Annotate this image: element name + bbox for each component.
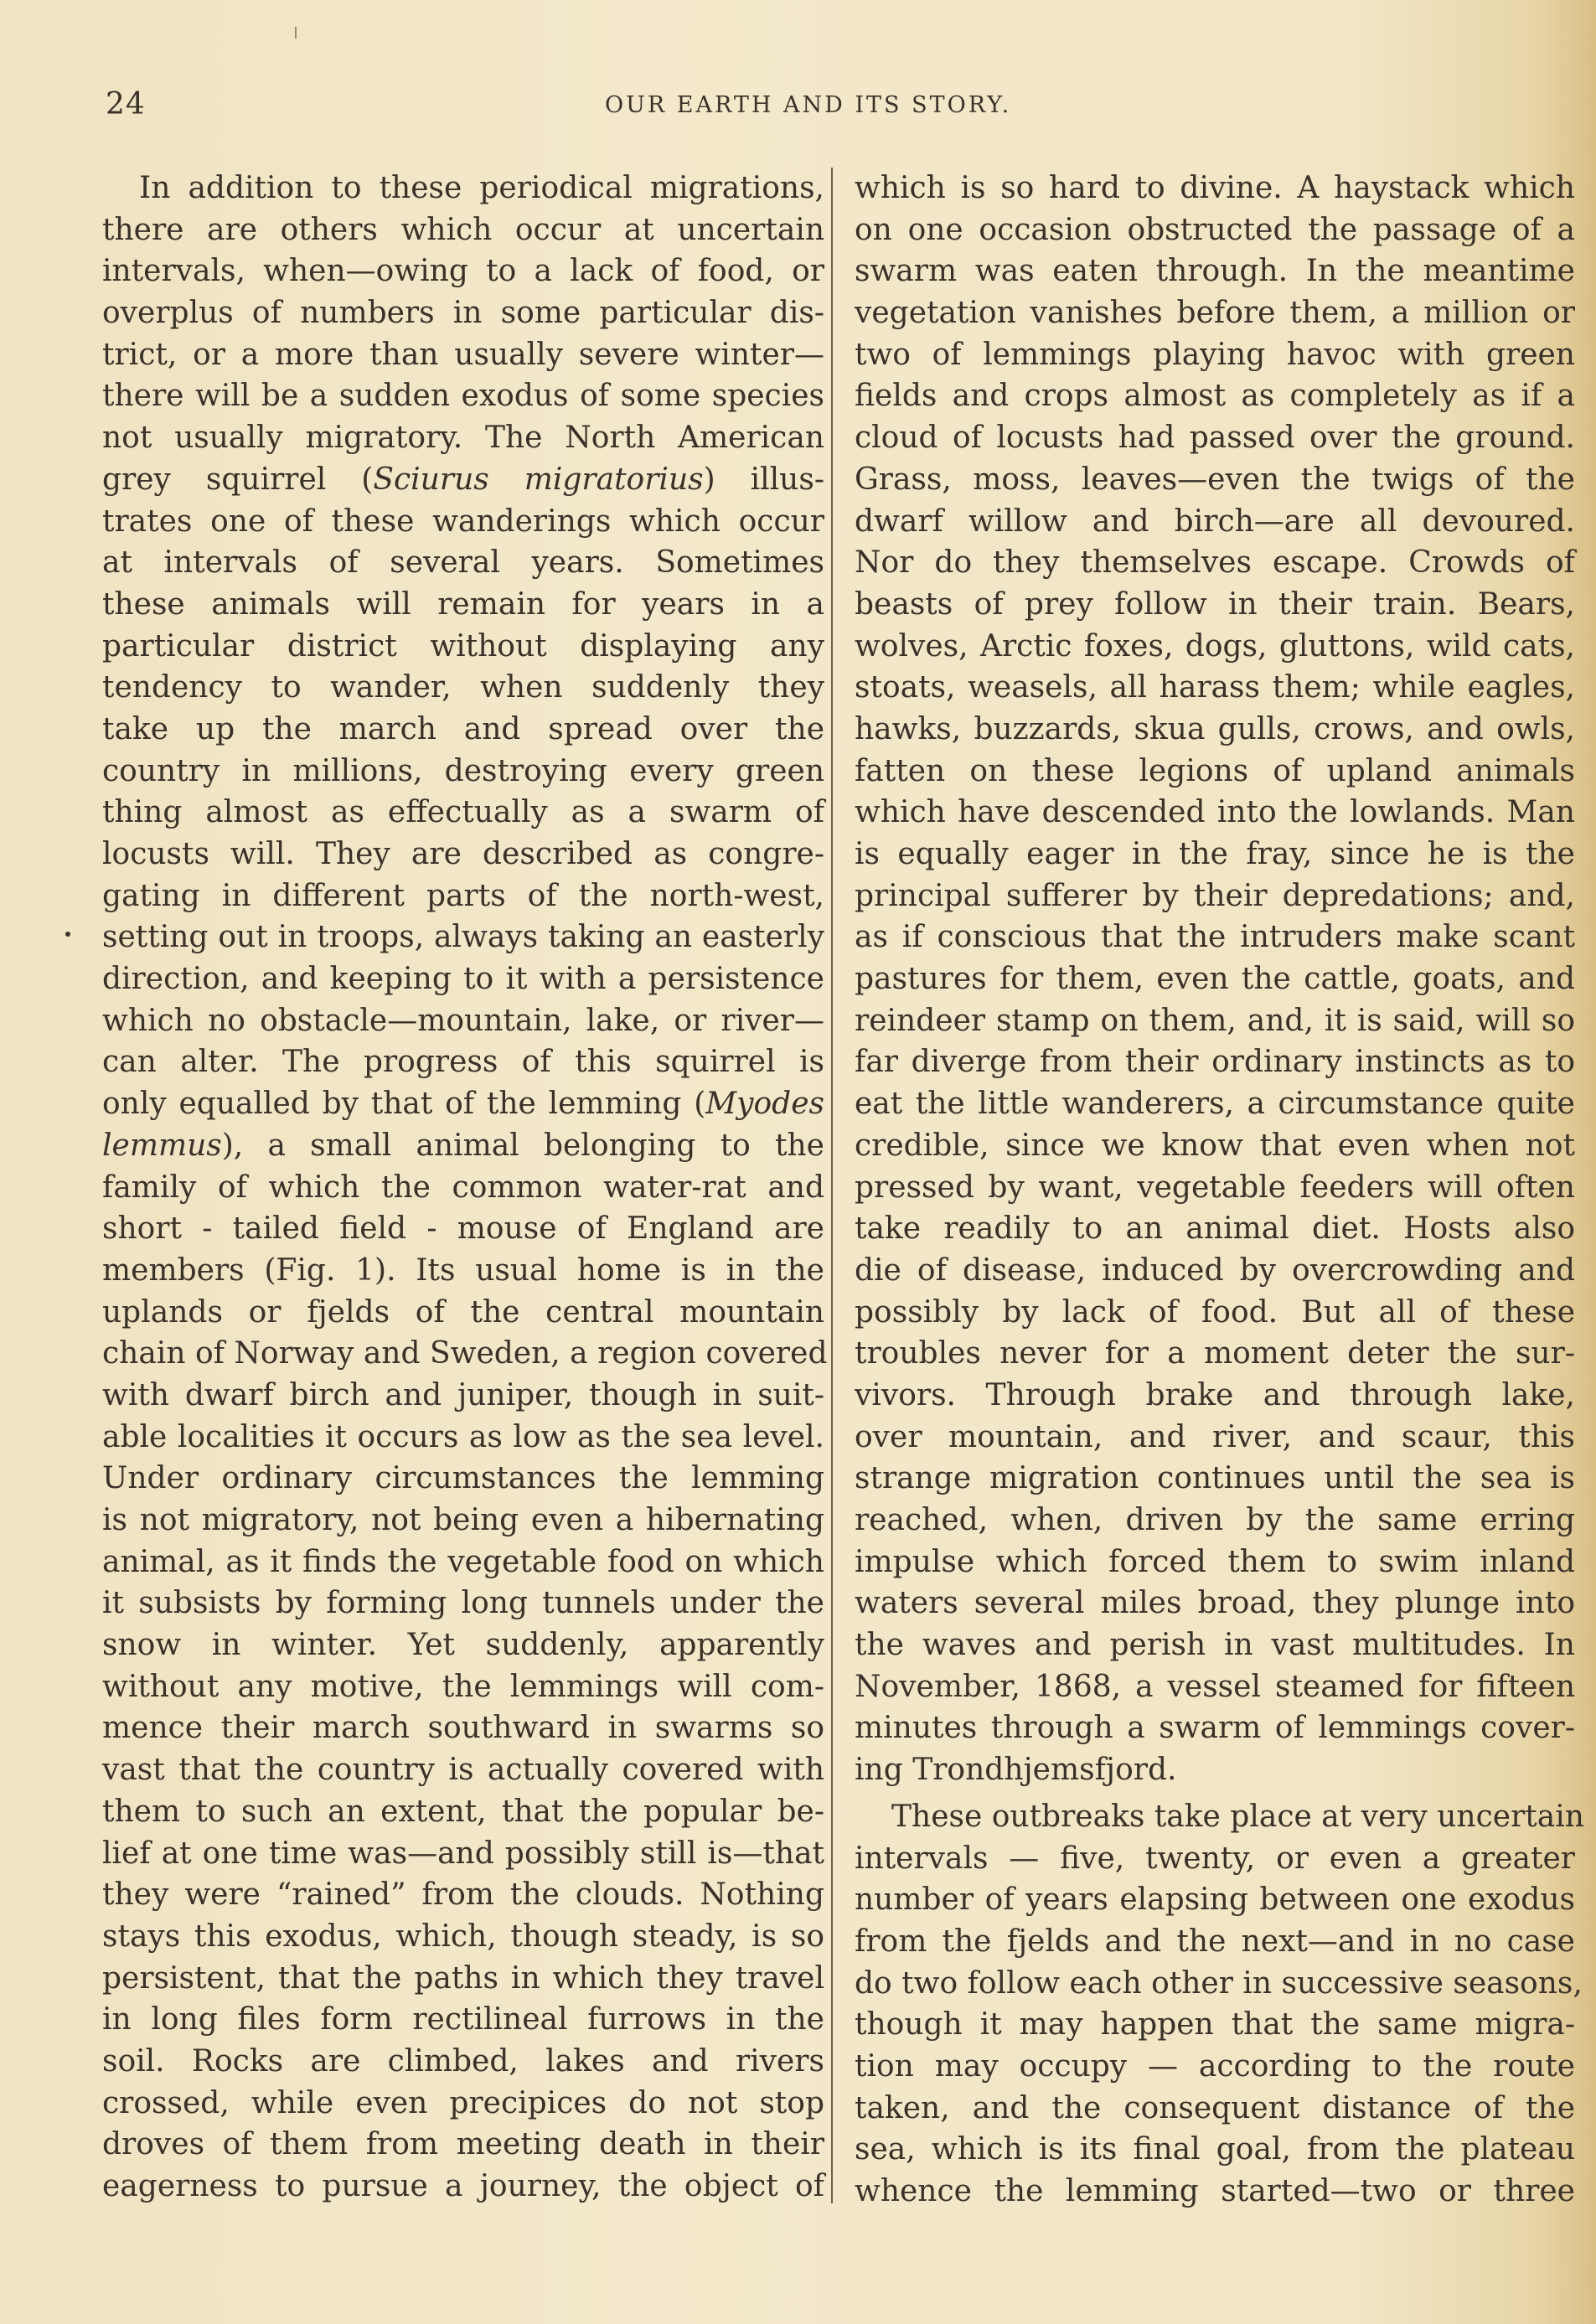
left-column <box>102 168 828 2208</box>
text-line: fatten on these legions of upland animals <box>855 753 1575 788</box>
page-header <box>0 87 1596 129</box>
text-line: principal sufferer by their depredations; and, <box>855 878 1575 913</box>
text-line: gating in different parts of the north-west, <box>102 878 824 913</box>
text-line: These outbreaks take place at very uncertain <box>891 1799 1584 1834</box>
text-line: uplands or fjelds of the central mountain <box>102 1294 824 1330</box>
right-column <box>855 168 1584 2213</box>
text-line: impulse which forced them to swim inland <box>855 1544 1575 1579</box>
text-line: particular district without displaying any <box>102 628 824 664</box>
text-line: in long files form rectilineal furrows in the <box>102 2002 824 2037</box>
left-column-text <box>102 168 828 2208</box>
text-line: take readily to an animal diet. Hosts also <box>855 1211 1575 1247</box>
text-line: family of which the common water-rat and <box>102 1170 824 1205</box>
text-line: there will be a sudden exodus of some species <box>102 379 824 414</box>
text-line: pressed by want, vegetable feeders will often <box>855 1170 1575 1205</box>
text-line: though it may happen that the same migra- <box>855 2007 1575 2043</box>
text-line: is not migratory, not being even a hibernating <box>102 1503 824 1537</box>
text-line: which is so hard to divine. A haystack which <box>855 171 1575 205</box>
text-line: grey squirrel (Sciurus migratorius) illus- <box>102 462 824 497</box>
text-line: tion may occupy — according to the route <box>855 2048 1575 2084</box>
text-line: vivors. Through brake and through lake, <box>855 1377 1575 1412</box>
text-line: they were “rained” from the clouds. Nothing <box>102 1877 824 1913</box>
text-line: them to such an extent, that the popular be- <box>102 1794 824 1829</box>
text-line: pastures for them, even the cattle, goats, and <box>855 962 1575 997</box>
text-line: crossed, while even precipices do not stop <box>102 2085 824 2120</box>
text-line: snow in winter. Yet suddenly, apparently <box>102 1628 824 1663</box>
text-line: setting out in troops, always taking an easterly <box>102 920 824 955</box>
text-line: waters several miles broad, they plunge into <box>855 1586 1575 1621</box>
text-line: swarm was eaten through. In the meantime <box>855 254 1575 289</box>
text-line: lemmus), a small animal belonging to the <box>102 1128 824 1163</box>
text-line: persistent, that the paths in which they travel <box>102 1960 824 1996</box>
text-line: vast that the country is actually covered with <box>102 1753 824 1788</box>
text-line: reached, when, driven by the same erring <box>855 1503 1575 1537</box>
text-line: the waves and perish in vast multitudes. In <box>855 1628 1575 1663</box>
text-line: hawks, buzzards, skua gulls, crows, and owls, <box>855 711 1575 746</box>
text-line: only equalled by that of the lemming (Myodes <box>102 1087 824 1122</box>
text-line: far diverge from their ordinary instincts as to <box>855 1045 1575 1080</box>
text-line: beasts of prey follow in their train. Bears, <box>855 586 1575 622</box>
text-line: minutes through a swarm of lemmings cover- <box>855 1711 1575 1746</box>
text-line: soil. Rocks are climbed, lakes and rivers <box>102 2043 824 2079</box>
text-line: lief at one time was—and possibly still is—that <box>102 1836 824 1871</box>
text-line: overplus of numbers in some particular dis- <box>102 296 824 331</box>
text-line: on one occasion obstructed the passage of a <box>855 212 1575 247</box>
text-line: Grass, moss, leaves—even the twigs of the <box>855 462 1575 497</box>
print-mark <box>295 27 297 39</box>
text-line: Nor do they themselves escape. Crowds of <box>855 545 1575 581</box>
text-line: In addition to these periodical migrations, <box>139 171 824 205</box>
text-line: at intervals of several years. Sometimes <box>102 545 824 581</box>
text-line: take up the march and spread over the <box>102 711 824 746</box>
running-title: OUR EARTH AND ITS STORY. <box>605 92 1012 118</box>
text-line: mence their march southward in swarms so <box>102 1711 824 1746</box>
text-line: not usually migratory. The North American <box>102 421 824 456</box>
text-line: it subsists by forming long tunnels under the <box>102 1586 824 1621</box>
text-line: able localities it occurs as low as the sea level. <box>102 1419 824 1454</box>
text-line: direction, and keeping to it with a persistence <box>102 962 824 997</box>
page-number: 24 <box>106 87 146 121</box>
text-line: wolves, Arctic foxes, dogs, gluttons, wild cats, <box>855 628 1575 664</box>
text-line: taken, and the consequent distance of the <box>855 2090 1575 2125</box>
text-line: possibly by lack of food. But all of these <box>855 1294 1575 1330</box>
text-line: animal, as it finds the vegetable food on which <box>102 1544 824 1579</box>
text-line: from the fjelds and the next—and in no case <box>855 1924 1575 1959</box>
text-line: trates one of these wanderings which occur <box>102 504 824 539</box>
text-line: do two follow each other in successive seasons, <box>855 1965 1583 2001</box>
text-line: ing Trondhjemsfjord. <box>855 1753 1177 1788</box>
text-line: sea, which is its final goal, from the plateau <box>855 2132 1575 2167</box>
print-speck <box>65 932 70 937</box>
text-line: intervals — five, twenty, or even a greater <box>855 1841 1575 1876</box>
text-line: die of disease, induced by overcrowding and <box>855 1252 1575 1288</box>
text-line: troubles never for a moment deter the sur- <box>855 1336 1575 1371</box>
text-line: strange migration continues until the sea is <box>855 1461 1575 1496</box>
text-line: cloud of locusts had passed over the ground. <box>855 421 1575 456</box>
column-divider <box>831 168 833 2203</box>
text-line: locusts will. They are described as congre- <box>102 837 824 871</box>
text-line: reindeer stamp on them, and, it is said, will so <box>855 1003 1575 1038</box>
text-line: members (Fig. 1). Its usual home is in the <box>102 1252 824 1288</box>
text-line: fields and crops almost as completely as if a <box>855 379 1575 414</box>
text-line: these animals will remain for years in a <box>102 586 824 622</box>
text-line: droves of them from meeting death in their <box>102 2127 824 2162</box>
text-line: trict, or a more than usually severe winter— <box>102 337 824 372</box>
text-line: can alter. The progress of this squirrel is <box>102 1045 824 1080</box>
text-line: whence the lemming started—two or three <box>855 2174 1575 2208</box>
text-line: number of years elapsing between one exodus <box>855 1882 1575 1918</box>
text-line: stays this exodus, which, though steady, is so <box>102 1919 824 1954</box>
text-line: tendency to wander, when suddenly they <box>102 670 824 705</box>
text-line: stoats, weasels, all harass them; while eagles, <box>855 670 1575 705</box>
text-line: short - tailed field - mouse of England are <box>102 1211 824 1247</box>
text-line: country in millions, destroying every green <box>102 753 824 788</box>
text-line: which have descended into the lowlands. Man <box>855 795 1575 830</box>
text-line: November, 1868, a vessel steamed for fifteen <box>855 1669 1575 1704</box>
text-line: there are others which occur at uncertain <box>102 212 824 247</box>
text-line: eat the little wanderers, a circumstance quite <box>855 1087 1575 1122</box>
right-column-text <box>855 168 1584 2213</box>
text-line: chain of Norway and Sweden, a region covered <box>102 1336 828 1371</box>
text-line: as if conscious that the intruders make scant <box>855 920 1575 955</box>
text-line: Under ordinary circumstances the lemming <box>102 1461 824 1496</box>
text-line: over mountain, and river, and scaur, this <box>855 1419 1575 1454</box>
text-line: credible, since we know that even when not <box>855 1128 1575 1163</box>
text-line: is equally eager in the fray, since he is the <box>855 837 1575 871</box>
text-line: without any motive, the lemmings will com- <box>102 1669 824 1704</box>
text-line: eagerness to pursue a journey, the object of <box>102 2169 824 2203</box>
text-line: two of lemmings playing havoc with green <box>855 337 1575 372</box>
text-line: which no obstacle—mountain, lake, or river— <box>102 1003 824 1038</box>
text-line: intervals, when—owing to a lack of food, or <box>102 254 824 289</box>
text-line: vegetation vanishes before them, a million or <box>855 296 1575 331</box>
text-line: with dwarf birch and juniper, though in suit- <box>102 1377 824 1412</box>
text-line: dwarf willow and birch—are all devoured. <box>855 504 1575 539</box>
text-line: thing almost as effectually as a swarm of <box>102 795 824 830</box>
